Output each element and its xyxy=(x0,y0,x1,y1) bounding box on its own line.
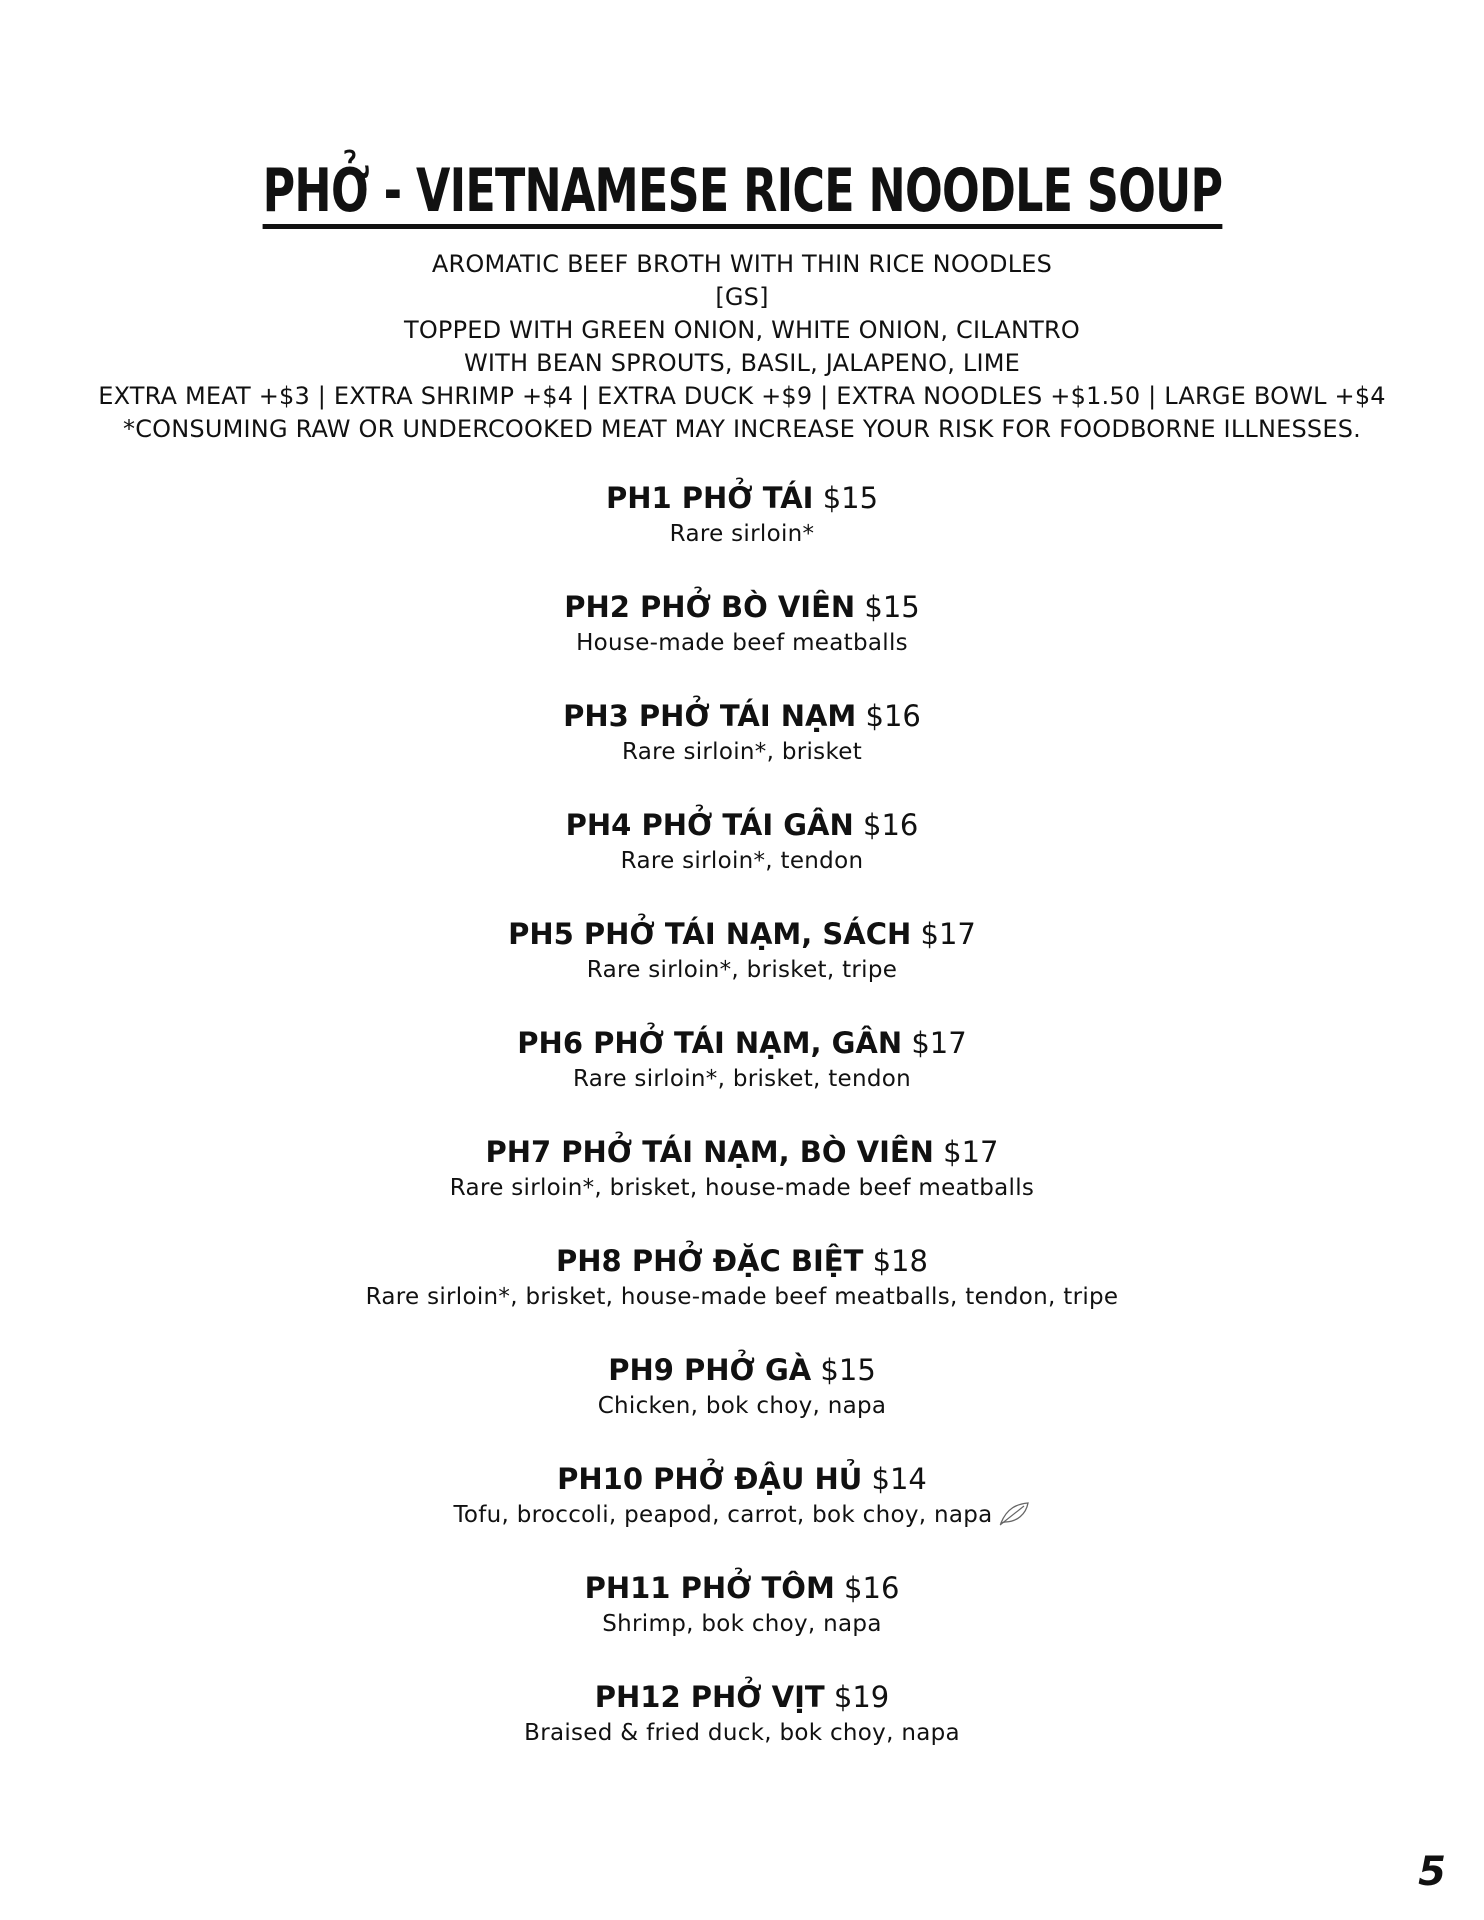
menu-item-ph5 xyxy=(0,914,1484,1023)
item-heading xyxy=(0,1677,1484,1717)
item-name: PH5 PHỞ TÁI NẠM, SÁCH xyxy=(508,917,912,951)
menu-item-ph12 xyxy=(0,1677,1484,1786)
menu-items xyxy=(0,478,1484,1786)
item-description: Rare sirloin*, brisket xyxy=(621,739,863,765)
item-heading xyxy=(0,805,1484,845)
item-heading xyxy=(0,1350,1484,1390)
item-description: Rare sirloin*, brisket, tripe xyxy=(586,957,898,983)
intro-line-extras: EXTRA MEAT +$3 | EXTRA SHRIMP +$4 | EXTRA DUCK +$9 | EXTRA NOODLES +$1.50 | LARGE BOWL +$4 xyxy=(98,382,1386,410)
item-heading xyxy=(0,1459,1484,1499)
item-price: $16 xyxy=(865,699,921,733)
item-description: Chicken, bok choy, napa xyxy=(597,1393,887,1419)
item-price: $15 xyxy=(822,481,879,515)
item-heading xyxy=(0,478,1484,518)
menu-item-ph1 xyxy=(0,478,1484,587)
item-heading xyxy=(0,696,1484,736)
menu-item-ph6 xyxy=(0,1023,1484,1132)
item-description-row xyxy=(0,1499,1484,1531)
menu-item-ph8 xyxy=(0,1241,1484,1350)
item-name: PH11 PHỞ TÔM xyxy=(584,1571,835,1605)
item-description: Tofu, broccoli, peapod, carrot, bok choy, napa xyxy=(453,1502,993,1528)
intro-line-gs: [GS] xyxy=(715,283,769,311)
item-heading xyxy=(0,1023,1484,1063)
item-name: PH7 PHỞ TÁI NẠM, BÒ VIÊN xyxy=(485,1135,934,1169)
item-heading xyxy=(0,1132,1484,1172)
item-name: PH10 PHỞ ĐẬU HỦ xyxy=(557,1462,863,1496)
item-price: $17 xyxy=(920,917,976,951)
menu-item-ph2 xyxy=(0,587,1484,696)
title-wrap xyxy=(0,158,1484,229)
item-price: $15 xyxy=(864,590,920,624)
item-name: PH9 PHỞ GÀ xyxy=(608,1353,812,1387)
item-heading xyxy=(0,914,1484,954)
item-price: $16 xyxy=(844,1571,900,1605)
intro-line-broth: AROMATIC BEEF BROTH WITH THIN RICE NOODLES xyxy=(431,250,1053,278)
item-description: Rare sirloin*, brisket, house-made beef meatballs, tendon, tripe xyxy=(365,1284,1119,1310)
item-price: $17 xyxy=(943,1135,999,1169)
page-title: PHỞ - VIETNAMESE RICE NOODLE SOUP xyxy=(262,158,1222,229)
item-name: PH3 PHỞ TÁI NẠM xyxy=(563,699,857,733)
item-name: PH2 PHỞ BÒ VIÊN xyxy=(564,590,856,624)
item-description: Rare sirloin*, brisket, house-made beef meatballs xyxy=(449,1175,1035,1201)
item-price: $14 xyxy=(871,1462,927,1496)
menu-item-ph7 xyxy=(0,1132,1484,1241)
item-description: Braised & fried duck, bok choy, napa xyxy=(524,1720,960,1746)
item-heading xyxy=(0,587,1484,627)
item-description: Rare sirloin* xyxy=(669,521,815,547)
item-name: PH6 PHỞ TÁI NẠM, GÂN xyxy=(517,1026,903,1060)
item-description: Shrimp, bok choy, napa xyxy=(602,1611,882,1637)
item-description: Rare sirloin*, brisket, tendon xyxy=(572,1066,912,1092)
item-price: $19 xyxy=(833,1680,890,1714)
item-price: $17 xyxy=(911,1026,967,1060)
item-price: $18 xyxy=(872,1244,928,1278)
item-heading xyxy=(0,1241,1484,1281)
intro-line-warning: *CONSUMING RAW OR UNDERCOOKED MEAT MAY INCREASE YOUR RISK FOR FOODBORNE ILLNESSES. xyxy=(123,415,1361,443)
intro-line-sides: WITH BEAN SPROUTS, BASIL, JALAPENO, LIME xyxy=(463,349,1021,377)
intro-block xyxy=(0,248,1484,446)
menu-item-ph11 xyxy=(0,1568,1484,1677)
item-price: $15 xyxy=(820,1353,876,1387)
menu-item-ph4 xyxy=(0,805,1484,914)
item-name: PH12 PHỞ VỊT xyxy=(594,1680,825,1714)
menu-item-ph3 xyxy=(0,696,1484,805)
item-name: PH1 PHỞ TÁI xyxy=(605,481,814,515)
item-price: $16 xyxy=(863,808,919,842)
item-description: House-made beef meatballs xyxy=(576,630,908,656)
menu-item-ph9 xyxy=(0,1350,1484,1459)
item-heading xyxy=(0,1568,1484,1608)
item-description: Rare sirloin*, tendon xyxy=(620,848,864,874)
item-name: PH8 PHỞ ĐẶC BIỆT xyxy=(556,1244,864,1278)
leaf-icon xyxy=(997,1500,1031,1526)
item-name: PH4 PHỞ TÁI GÂN xyxy=(565,808,854,842)
intro-line-toppings: TOPPED WITH GREEN ONION, WHITE ONION, CILANTRO xyxy=(403,316,1080,344)
page-number: 5 xyxy=(1418,1849,1446,1895)
menu-item-ph10 xyxy=(0,1459,1484,1568)
